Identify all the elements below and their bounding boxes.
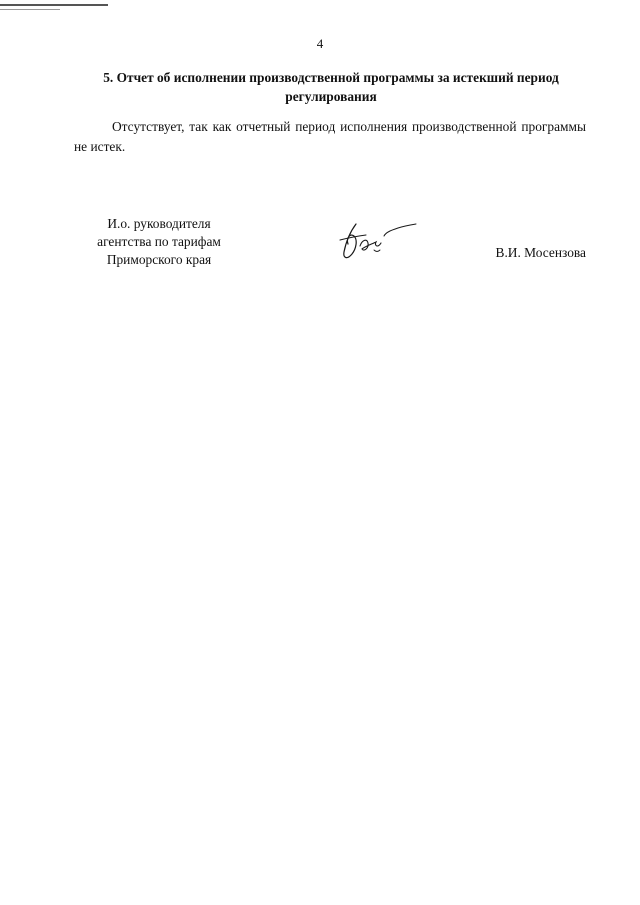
scan-edge-mark bbox=[0, 4, 108, 6]
signer-title-line-2: агентства по тарифам bbox=[97, 234, 221, 249]
section-heading bbox=[66, 68, 596, 106]
signer-title-block bbox=[74, 215, 244, 269]
body-paragraph: Отсутствует, так как отчетный период исполнения производственной программы не истек. bbox=[74, 119, 586, 154]
page-number: 4 bbox=[316, 36, 324, 51]
scan-edge-mark-thin bbox=[0, 9, 60, 10]
section-heading-line-2: регулирования bbox=[285, 89, 377, 104]
signer-name: В.И. Мосензова bbox=[495, 245, 586, 260]
signer-title-line-1: И.о. руководителя bbox=[107, 216, 211, 231]
handwritten-signature bbox=[334, 216, 424, 268]
section-heading-line-1: 5. Отчет об исполнении производственной программы за истекший период bbox=[103, 70, 559, 85]
signer-title-line-3: Приморского края bbox=[106, 252, 212, 267]
